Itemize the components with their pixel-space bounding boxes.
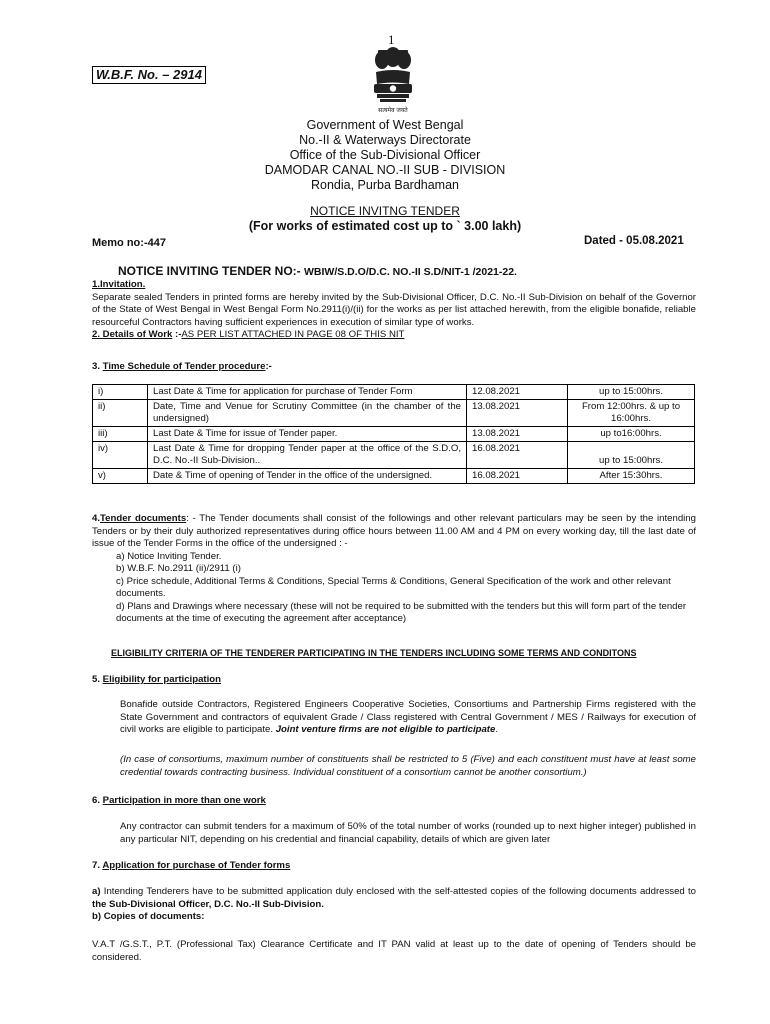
section-heading: 2. Details of Work: [92, 329, 173, 340]
section-number: 7.: [92, 860, 103, 871]
row-description: Date & Time of opening of Tender in the office of the undersigned.: [148, 469, 467, 484]
section-invitation: [92, 279, 696, 342]
row-number: i): [93, 385, 148, 400]
participation-text: Any contractor can submit tenders for a maximum of 50% of the total number of works (rounded up to next higher integer) published in any particular NIT, depending on his credential and financial capability, details of which are given later: [120, 821, 696, 845]
section-number: 4.: [92, 513, 101, 524]
end-punct: .: [495, 724, 499, 735]
copies-heading: b) Copies of documents:: [92, 911, 205, 922]
section-heading: Eligibility for participation: [102, 674, 222, 685]
notice-title: NOTICE INVITNG TENDER: [310, 204, 460, 218]
row-date: 13.08.2021: [467, 400, 568, 427]
section-tender-documents: [92, 513, 696, 626]
row-time: After 15:30hrs.: [568, 469, 695, 484]
row-time: up to 15:00hrs.: [568, 385, 695, 400]
separator: :-: [265, 361, 272, 372]
table-row: [93, 427, 695, 442]
section-paragraph: [92, 513, 696, 551]
row-number: ii): [93, 400, 148, 427]
row-number: iv): [93, 442, 148, 469]
section-text: : - The Tender documents shall consist of the followings and other relevant particulars may be seen by the intending Tenders or by their duly authorized representatives during office hours between 11.00 AM and 4 PM on every working day, till the last date of issue of the Tender Forms in the office of the undersigned : -: [92, 513, 696, 549]
header-line: Government of West Bengal: [306, 118, 464, 132]
section-number: 6.: [92, 795, 103, 806]
eligibility-heading: ELIGIBILITY CRITERIA OF THE TENDERER PARTICIPATING IN THE TENDERS INCLUDING SOME TERMS AND CONDITONS: [111, 648, 637, 658]
table-row: [93, 400, 695, 427]
row-description: Last Date & Time for issue of Tender paper.: [148, 427, 467, 442]
table-row: [93, 442, 695, 469]
item-text: Intending Tenderers have to be submitted application duly enclosed with the self-attested copies of the following documents addressed to: [100, 886, 696, 897]
emblem-motto: सत्यमेव जयते: [378, 107, 408, 114]
item-label: a): [92, 886, 101, 897]
section-number: 3.: [92, 361, 103, 372]
table-row: [93, 385, 695, 400]
row-number: v): [93, 469, 148, 484]
joint-venture-note: Joint venture firms are not eligible to participate: [275, 724, 496, 735]
list-item: b) W.B.F. No.2911 (ii)/2911 (i): [116, 563, 241, 574]
row-time: up to 15:00hrs.: [568, 442, 695, 469]
row-date: 12.08.2021: [467, 385, 568, 400]
table-row: [93, 469, 695, 484]
office-header: [0, 118, 770, 193]
section-time-schedule-heading: [92, 361, 696, 374]
section-heading: Application for purchase of Tender forms: [102, 860, 291, 871]
page-number: 1: [388, 32, 395, 47]
section-heading: Time Schedule of Tender procedure: [102, 361, 266, 372]
section-text: Separate sealed Tenders in printed forms are hereby invited by the Sub-Divisional Officer, D.C. No.-II Sub-Division on behalf of the Governor of the State of West Bengal in West Bengal Form No.2911(i)/(ii) for the works as per list attached herewith, from the eligible bonafide, reliable resourceful Contractors having sufficient experiences in execution of similar type of works.: [92, 291, 696, 328]
header-line: Rondia, Purba Bardhaman: [310, 178, 459, 192]
section-heading: 1.Invitation.: [92, 279, 146, 290]
nit-number: WBIW/S.D.O/D.C. NO.-II S.D/NIT-1 /2021-22.: [304, 266, 517, 278]
list-item: a) Notice Inviting Tender.: [116, 550, 222, 562]
application-text: [92, 886, 696, 924]
eligibility-text: [120, 699, 696, 737]
list-item: c) Price schedule, Additional Terms & Conditions, Special Terms & Conditions, General Specification of the work and other relevant documents.: [116, 575, 671, 599]
notice-subtitle: (For works of estimated cost up to ` 3.00 lakh): [248, 219, 522, 233]
section-heading: Participation in more than one work: [102, 795, 266, 806]
row-date: 16.08.2021: [467, 442, 568, 469]
nit-label: NOTICE INVITING TENDER NO:-: [118, 264, 301, 278]
schedule-table: [92, 384, 695, 484]
header-line: DAMODAR CANAL NO.-II SUB - DIVISION: [264, 163, 506, 177]
memo-number: Memo no:-447: [92, 237, 166, 249]
consortium-note: (In case of consortiums, maximum number of constituents shall be restricted to 5 (Five) and each constituent must have at least some credential towards contracting business. Individual constituent of a consortium cannot be another consortium.): [120, 754, 696, 778]
row-time: up to16:00hrs.: [568, 427, 695, 442]
notice-date: Dated - 05.08.2021: [584, 235, 684, 247]
section-text: Bonafide outside Contractors, Registered Engineers Cooperative Societies, Consortiums and Partnership Firms registered with the State Government and contractors of equivalent Grade / Class registered with Central Government / MES / Railways for execution of civil works are eligible to participate.: [120, 699, 696, 735]
separator: :-: [172, 329, 182, 340]
section-heading: Tender documents: [100, 513, 187, 524]
addressee: the Sub-Divisional Officer, D.C. No.-II Sub-Division.: [92, 898, 324, 910]
header-line: Office of the Sub-Divisional Officer: [289, 148, 481, 162]
section-eligibility-heading: [92, 674, 696, 687]
header-line: No.-II & Waterways Directorate: [299, 133, 471, 147]
section-application-heading: [92, 860, 696, 873]
row-date: 13.08.2021: [467, 427, 568, 442]
wbf-form-number: W.B.F. No. – 2914: [92, 66, 206, 84]
state-emblem: [368, 44, 418, 118]
list-item: d) Plans and Drawings where necessary (these will not be required to be submitted with the tenders but this will form part of the tender documents at the time of executing the agreement after acceptance): [116, 600, 687, 624]
row-number: iii): [93, 427, 148, 442]
details-text: AS PER LIST ATTACHED IN PAGE 08 OF THIS NIT: [181, 329, 405, 340]
row-date: 16.08.2021: [467, 469, 568, 484]
nit-line: [118, 264, 517, 278]
section-number: 5.: [92, 674, 103, 685]
document-list: [92, 551, 696, 626]
row-description: Last Date & Time for dropping Tender paper at the office of the S.D.O, D.C. No.-II Sub-Division..: [148, 442, 467, 469]
row-description: Last Date & Time for application for purchase of Tender Form: [148, 385, 467, 400]
row-time: From 12:00hrs. & up to 16:00hrs.: [568, 400, 695, 427]
copies-text: V.A.T /G.S.T., P.T. (Professional Tax) Clearance Certificate and IT PAN valid at least up to the date of opening of Tenders should be considered.: [92, 939, 696, 963]
row-description: Date, Time and Venue for Scrutiny Committee (in the chamber of the undersigned): [148, 400, 467, 427]
section-participation-heading: [92, 795, 696, 808]
details-of-work: [92, 329, 696, 342]
